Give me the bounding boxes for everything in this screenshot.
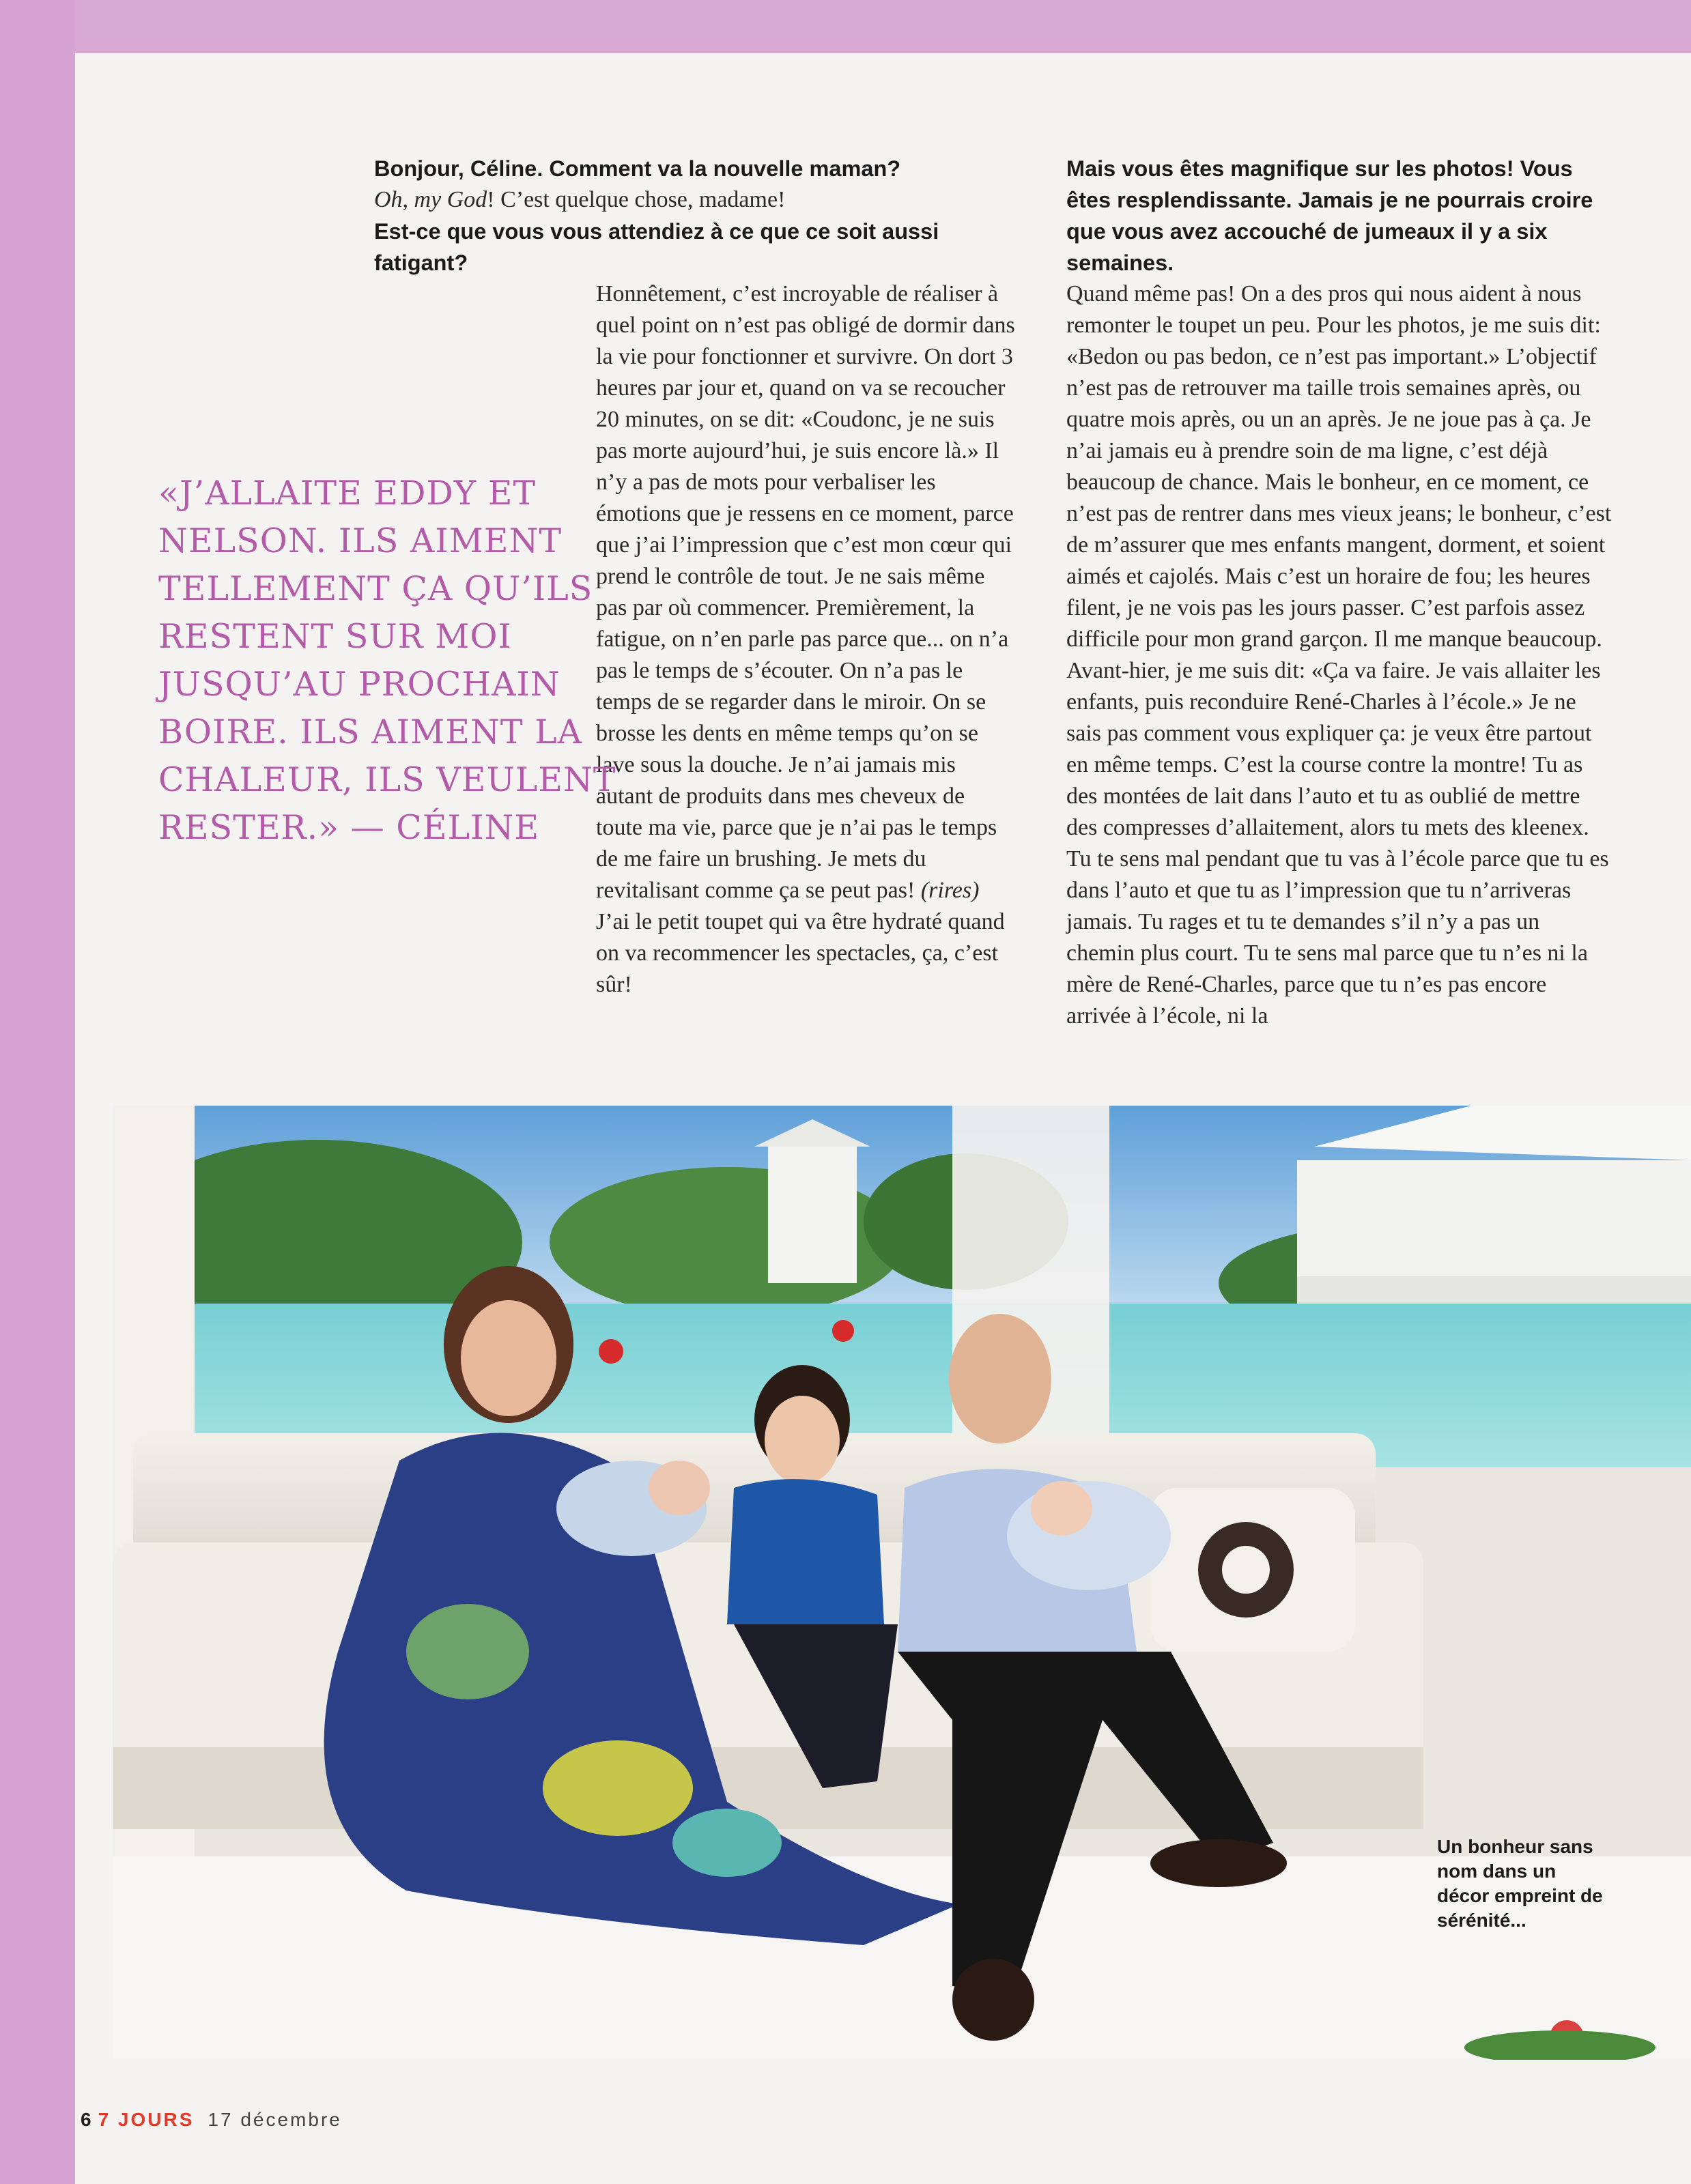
answer: Quand même pas! On a des pros qui nous aident à nous remonter le toupet un peu. Pour les photos, je me suis dit: «Bedon ou pas bedon, ce n’est pas important.» L’objectif n’est pas de retrouver ma taille trois semaines après, ou quatre mois après, ou un an après. Je ne joue pas à ça. Je n’ai jamais eu à prendre soin de ma ligne, c’est déjà beaucoup de chance. Mais le bonheur, en ce moment, ce n’est pas de rentrer dans mes vieux jeans; le bonheur, c’est de m’assurer que mes enfants mangent, dorment, et soient aimés et cajolés. Mais c’est un horaire de fou; les heures filent, je ne vois pas les jours passer. C’est parfois assez difficile pour mon grand garçon. Il me manque beaucoup. Avant-hier, je me suis dit: «Ça va faire. Je vais allaiter les enfants, puis reconduire René-Charles à l’école.» Je ne sais pas comment vous expliquer ça: je veux être partout en même temps. C’est la course contre la montre! Tu as des montées de lait dans l’auto et tu as oublié de mettre des compresses d’allaitement, alors tu mets des kleenex. Tu te sens mal pendant que tu vas à l’école parce que tu es dans l’auto et que tu as l’impression que tu n’arriveras jamais. Tu rages et tu te demandes s’il n’y a pas un chemin plus court. Tu te sens mal parce que tu n’es ni la mère de René-Charles, parce que tu n’es pas encore arrivée à l’école, ni la <box>1066 281 1612 1029</box>
issue-date: 17 décembre <box>208 2109 342 2130</box>
page-footer <box>81 2109 342 2131</box>
page-edge <box>0 0 75 2184</box>
question: Mais vous êtes magnifique sur les photos! Vous êtes resplendissante. Jamais je ne pourrais croire que vous avez accouché de jumeaux il y a six semaines. <box>1066 156 1593 275</box>
answer-italic: (rires) <box>920 878 980 903</box>
question: Bonjour, Céline. Comment va la nouvelle maman? <box>374 156 901 181</box>
answer: Honnêtement, c’est incroyable de réaliser à quel point on n’est pas obligé de dormir dans la vie pour fonctionner et survivre. On dort 3 heures par jour et, quand on va se recoucher 20 minutes, on se dit: «Coudonc, je ne suis pas morte aujourd’hui, je suis encore là.» Il n’y a pas de mots pour verbaliser les émotions que je ressens en ce moment, parce que j’ai l’impression que c’est mon cœur qui prend le contrôle de tout. Je ne sais même pas par où commencer. Premièrement, la fatigue, on n’en parle pas parce que... on n’a pas le temps de s’écouter. On n’a pas le temps de se regarder dans le miroir. On se brosse les dents en même temps qu’on se lave sous la douche. Je n’ai jamais mis autant de produits dans mes cheveux de toute ma vie, parce que je n’ai pas le temps de me faire un brushing. Je mets du revitalisant comme ça se peut pas! (rires) J’ai le petit toupet qui va être hydraté quand on va recommencer les spectacles, ça, c’est sûr! <box>374 278 1016 1001</box>
photo-caption: Un bonheur sans nom dans un décor empreint de sérénité... <box>1437 1836 1603 1931</box>
answer: Oh, my God! C’est quelque chose, madame! <box>374 187 786 212</box>
answer-italic: Oh, my God <box>374 187 487 212</box>
magazine-brand: 7 JOURS <box>98 2109 195 2130</box>
pull-quote: «J’ALLAITE EDDY ET NELSON. ILS AIMENT TELLEMENT ÇA QU’ILS RESTENT SUR MOI JUSQU’AU PROCHAIN BOIRE. ILS AIMENT LA CHALEUR, ILS VEULENT RESTER.» — CÉLINE <box>158 474 616 847</box>
page-number: 6 <box>81 2109 91 2130</box>
question: Est-ce que vous vous attendiez à ce que ce soit aussi fatigant? <box>374 219 939 275</box>
article-column-right <box>1066 153 1612 1032</box>
